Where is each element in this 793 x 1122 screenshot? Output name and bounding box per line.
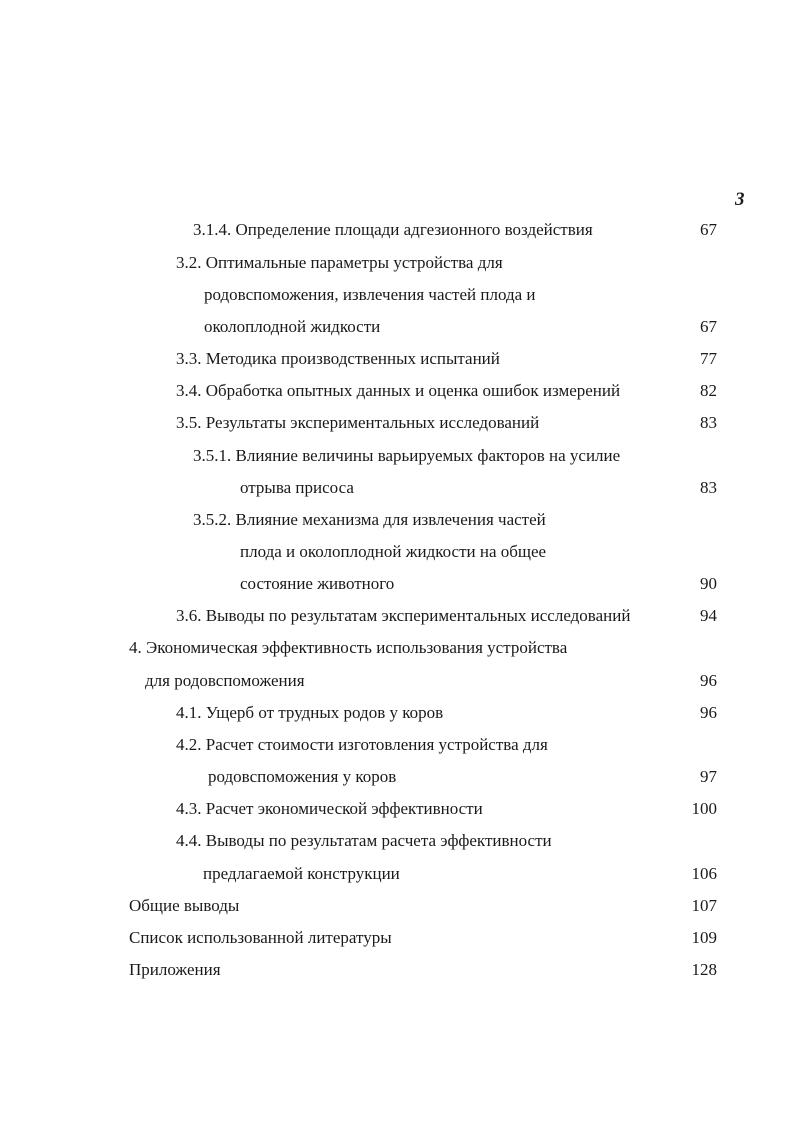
toc-entry-4-4-line-2: предлагаемой конструкции [203, 864, 400, 883]
toc-entry-3-5-1-line-1: 3.5.1. Влияние величины варьируемых факторов на усилие [193, 446, 621, 465]
toc-entry-3-2-page: 67 [700, 317, 717, 336]
toc-entry-3-3-title: 3.3. Методика производственных испытаний [176, 349, 500, 368]
toc-entry-3-2-line-1: 3.2. Оптимальные параметры устройства для [176, 253, 503, 272]
toc-entry-3-2-line-3: околоплодной жидкости [204, 317, 381, 336]
toc-entry-4-1-title: 4.1. Ущерб от трудных родов у коров [176, 703, 444, 722]
toc-entry-3-5-1-page: 83 [700, 478, 717, 497]
toc-entry-4-3-title: 4.3. Расчет экономической эффективности [176, 799, 483, 818]
toc-entry-3-4-title: 3.4. Обработка опытных данных и оценка ошибок измерений [176, 381, 621, 400]
toc-entry-4-4-line-1: 4.4. Выводы по результатам расчета эффективности [176, 831, 552, 850]
toc-entry-appendices-title: Приложения [129, 960, 221, 979]
toc-entry-3-1-4-title: 3.1.4. Определение площади адгезионного воздействия [193, 220, 593, 239]
toc-entry-3-6-page: 94 [700, 606, 717, 625]
toc-entry-3-5-1-line-2: отрыва присоса [240, 478, 354, 497]
toc-entry-appendices-page: 128 [691, 960, 717, 979]
toc-entry-3-6-title: 3.6. Выводы по результатам экспериментальных исследований [176, 606, 631, 625]
toc-entry-4-2-line-2: родовспоможения у коров [208, 767, 397, 786]
toc-entry-references-page: 109 [691, 928, 717, 947]
toc-entry-4-2-line-1: 4.2. Расчет стоимости изготовления устройства для [176, 735, 548, 754]
toc-entry-3-5-2-line-1: 3.5.2. Влияние механизма для извлечения частей [193, 510, 546, 529]
toc-entry-3-3-page: 77 [700, 349, 717, 368]
toc-entry-4-4-page: 106 [691, 864, 717, 883]
toc-entry-3-5-2-line-3: состояние животного [240, 574, 395, 593]
toc-entry-3-2-line-2: родовспоможения, извлечения частей плода и [204, 285, 536, 304]
toc-entry-4-line-1: 4. Экономическая эффективность использования устройства [129, 638, 568, 657]
toc-entry-conclusions-title: Общие выводы [129, 896, 240, 915]
toc-entry-3-5-2-page: 90 [700, 574, 717, 593]
toc-entry-3-1-4-page: 67 [700, 220, 717, 239]
toc-entry-4-2-page: 97 [700, 767, 717, 786]
toc-entry-4-line-2: для родовспоможения [145, 671, 305, 690]
toc-entry-4-1-page: 96 [700, 703, 717, 722]
toc-entry-4-3-page: 100 [691, 799, 717, 818]
toc-entry-conclusions-page: 107 [691, 896, 717, 915]
toc-entry-3-5-title: 3.5. Результаты экспериментальных исследований [176, 413, 540, 432]
toc-entry-4-page: 96 [700, 671, 717, 690]
toc-entry-3-5-page: 83 [700, 413, 717, 432]
toc-entry-references-title: Список использованной литературы [129, 928, 392, 947]
page-number: 3 [735, 189, 745, 210]
toc-entry-3-4-page: 82 [700, 381, 717, 400]
toc-entry-3-5-2-line-2: плода и околоплодной жидкости на общее [240, 542, 547, 561]
